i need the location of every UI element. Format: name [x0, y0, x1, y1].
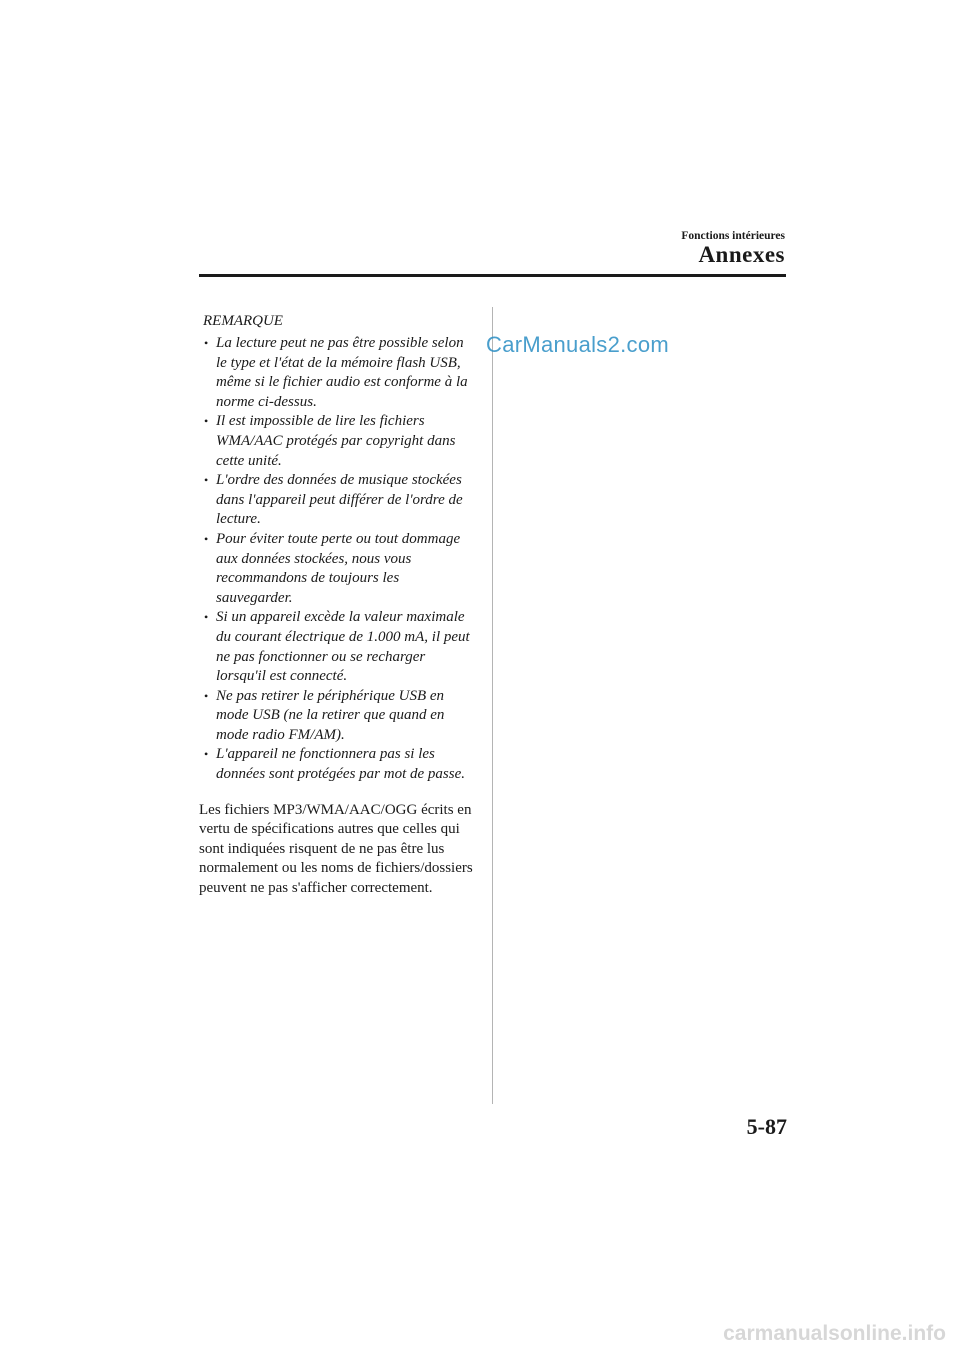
bullet-icon: • — [204, 531, 209, 546]
note-text: L'appareil ne fonctionnera pas si les données sont protégées par mot de passe. — [216, 746, 465, 783]
note-text: Pour éviter toute perte ou tout dommage aux données stockées, nous vous recommandons de toujours les sauvegarder. — [216, 530, 461, 606]
left-column — [199, 311, 474, 914]
note-text: La lecture peut ne pas être possible selon le type et l'état de la mémoire flash USB, même si le fichier audio est conforme à la norme ci-dessus. — [216, 335, 468, 410]
note-list — [199, 334, 474, 785]
body-paragraph: Les fichiers MP3/WMA/AAC/OGG écrits en vertu de spécifications autres que celles qui sont indiquées risquent de ne pas être lus normalement ou les noms de fichiers/dossiers peuvent ne pas s'afficher correctement. — [199, 801, 473, 897]
list-item — [199, 530, 474, 608]
note-text: Ne pas retirer le périphérique USB en mode USB (ne la retirer que quand en mode radio FM/AM). — [216, 687, 445, 743]
list-item — [199, 471, 474, 530]
bullet-icon: • — [204, 747, 209, 762]
list-item — [199, 412, 474, 471]
bullet-icon: • — [204, 473, 209, 488]
list-item — [199, 608, 474, 686]
bullet-icon: • — [204, 610, 209, 625]
page-number: 5-87 — [746, 1114, 787, 1139]
bullet-icon: • — [204, 688, 209, 703]
note-text: Si un appareil excède la valeur maximale du courant électrique de 1.000 mA, il peut ne pas fonctionner ou se recharger lorsqu'il est connecté. — [216, 609, 470, 685]
list-item — [199, 745, 474, 784]
bullet-icon: • — [204, 414, 209, 429]
note-text: L'ordre des données de musique stockées dans l'appareil peut différer de l'ordre de lecture. — [216, 472, 463, 528]
column-divider — [492, 307, 493, 1104]
page-title: Annexes — [698, 242, 785, 267]
list-item — [199, 334, 474, 412]
watermark-logo: CarManuals2.com — [486, 332, 670, 357]
note-text: Il est impossible de lire les fichiers WMA/AAC protégés par copyright dans cette unité. — [216, 413, 456, 469]
list-item — [199, 687, 474, 746]
note-heading: REMARQUE — [203, 313, 283, 329]
section-label: Fonctions intérieures — [681, 230, 785, 242]
header-divider — [199, 274, 786, 277]
footer-watermark: carmanualsonline.info — [723, 1322, 946, 1345]
bullet-icon: • — [204, 336, 209, 350]
